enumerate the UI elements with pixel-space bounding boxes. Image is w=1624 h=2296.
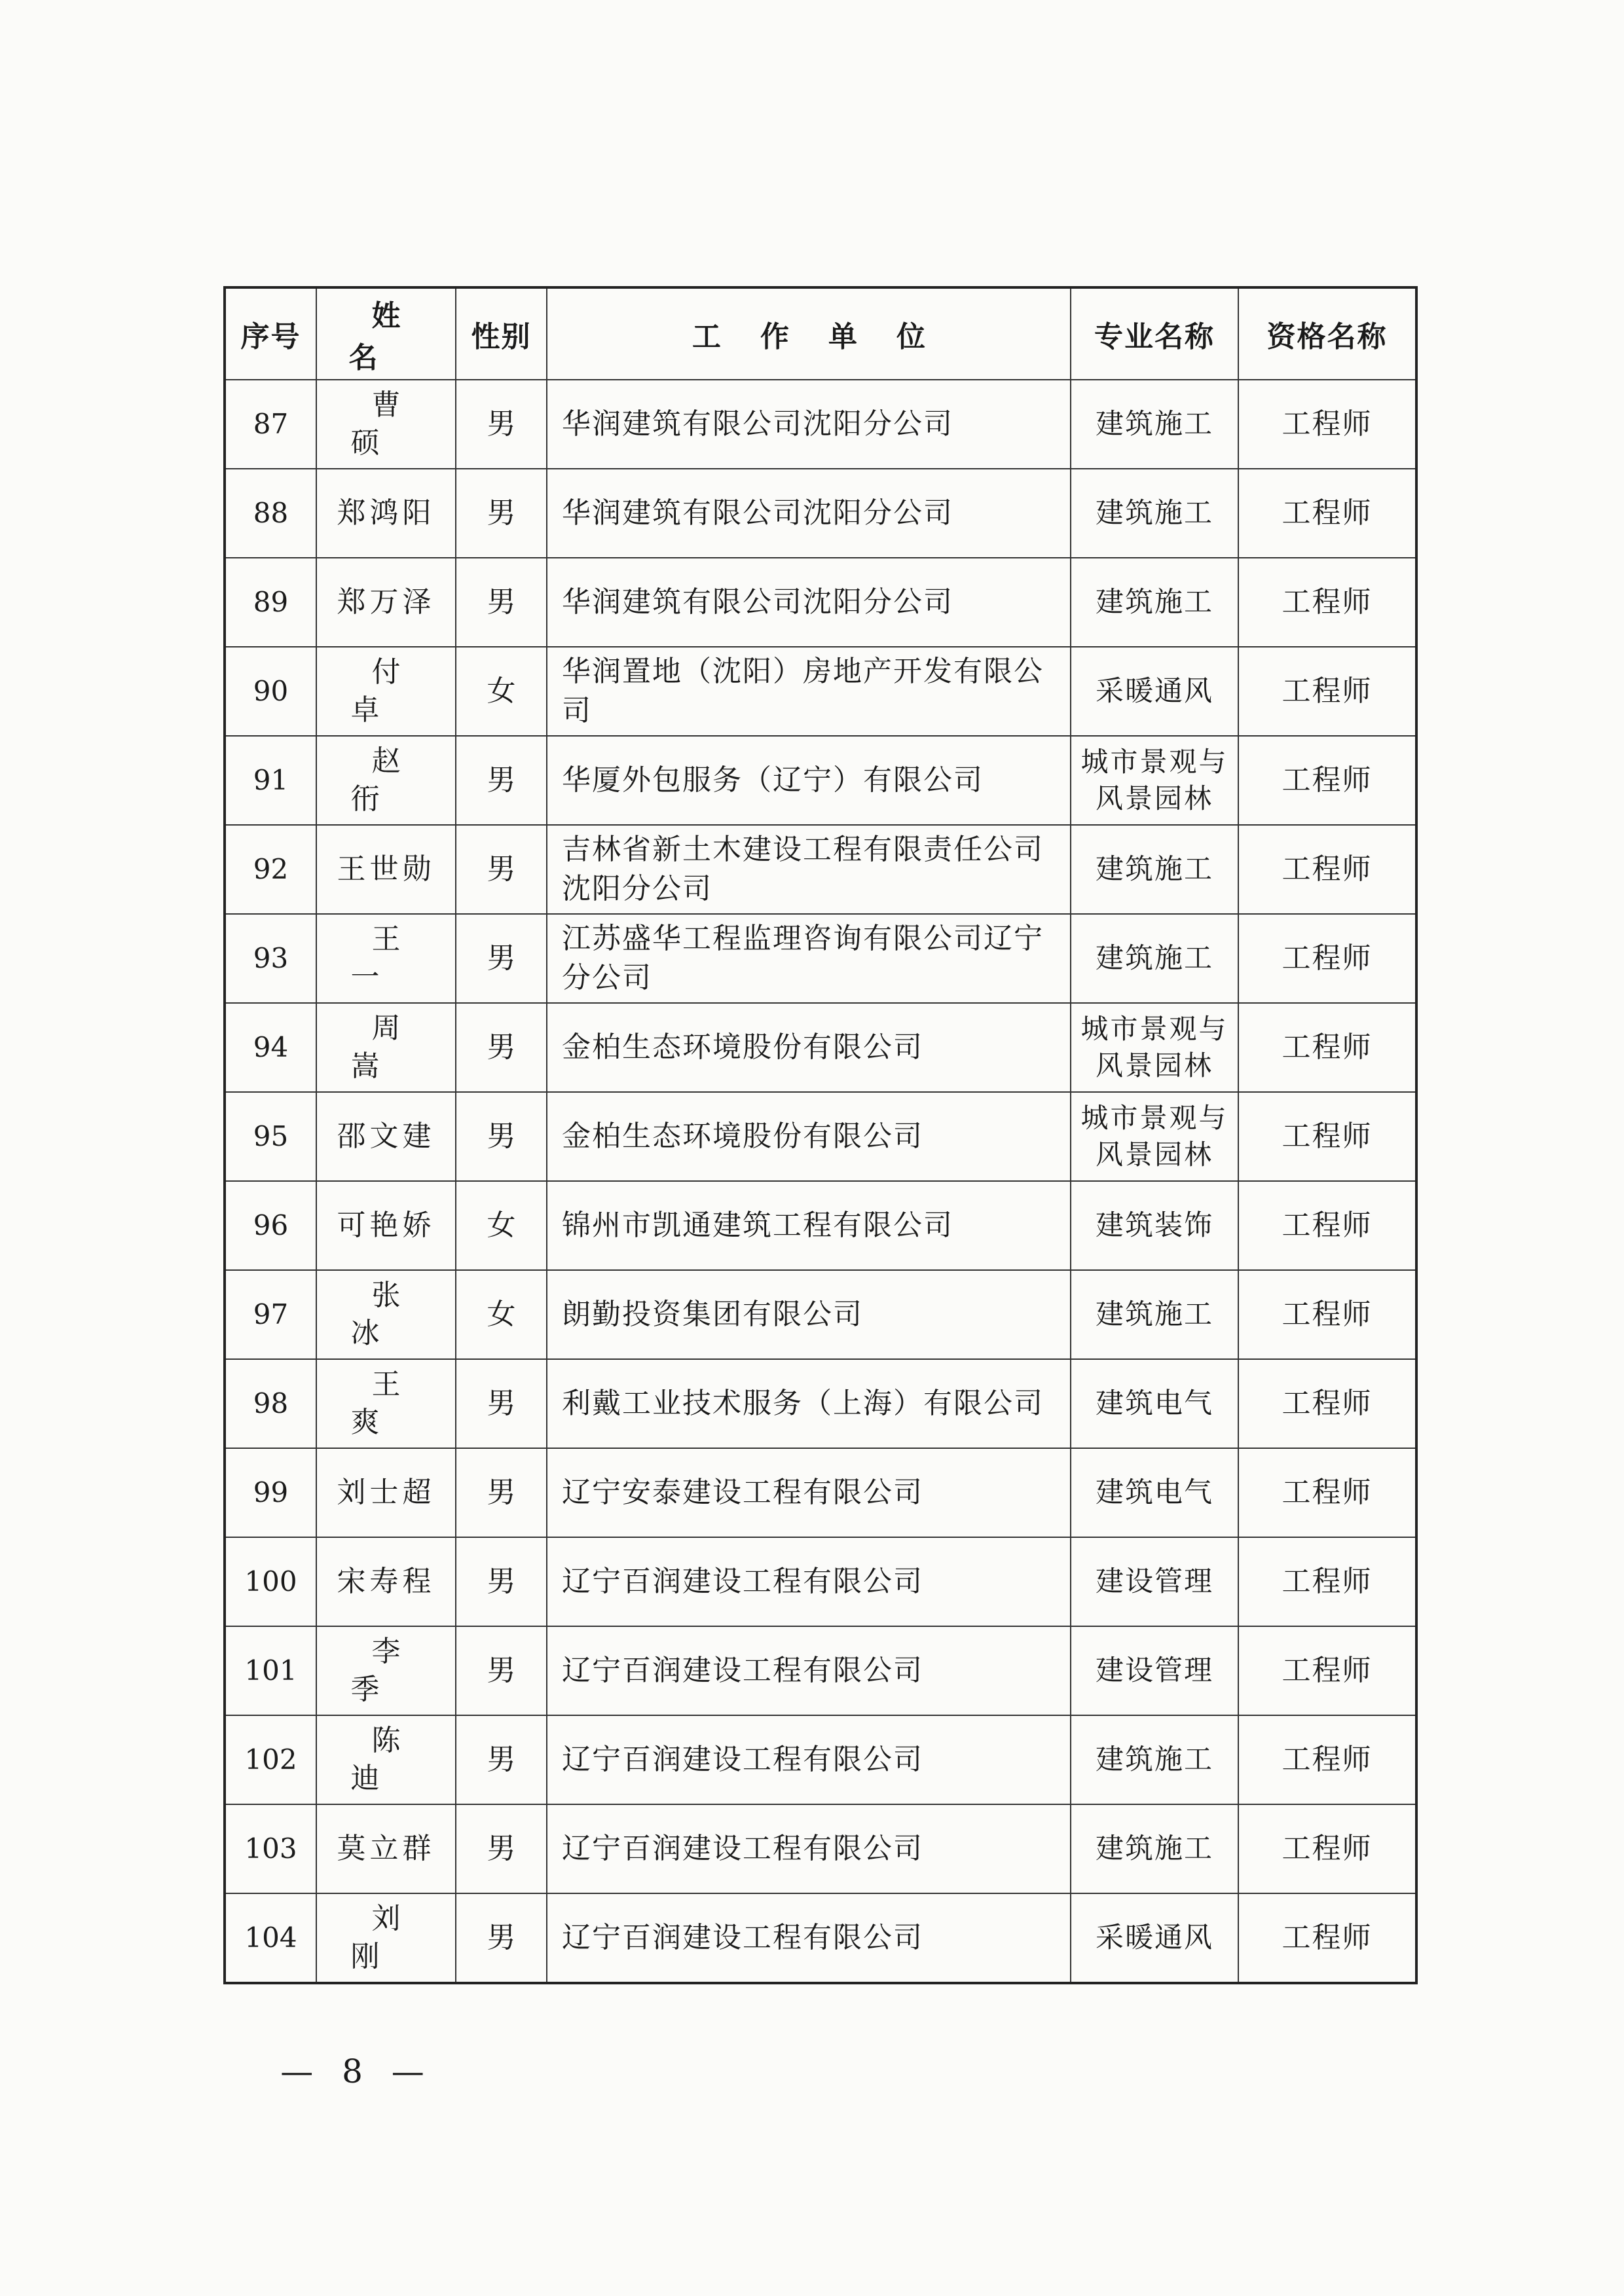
table-row <box>225 558 1416 647</box>
cell-seq: 100 <box>225 1537 316 1626</box>
cell-seq: 103 <box>225 1804 316 1893</box>
cell-seq: 102 <box>225 1715 316 1804</box>
cell-gender: 男 <box>456 1537 547 1626</box>
table-row <box>225 1181 1416 1270</box>
cell-qual: 工程师 <box>1238 825 1416 914</box>
cell-major: 建筑施工 <box>1071 1804 1238 1893</box>
cell-name: 郑鸿阳 <box>316 469 456 558</box>
table-row <box>225 380 1416 469</box>
cell-name: 郑万泽 <box>316 558 456 647</box>
cell-seq: 98 <box>225 1359 316 1448</box>
cell-seq: 94 <box>225 1003 316 1092</box>
table-row <box>225 1893 1416 1983</box>
cell-major: 城市景观与风景园林 <box>1071 1003 1238 1092</box>
cell-gender: 男 <box>456 1092 547 1181</box>
cell-org: 吉林省新土木建设工程有限责任公司沈阳分公司 <box>547 825 1071 914</box>
cell-seq: 92 <box>225 825 316 914</box>
table-row <box>225 647 1416 736</box>
cell-major: 建筑电气 <box>1071 1448 1238 1537</box>
cell-name: 刘刚 <box>316 1893 456 1983</box>
cell-qual: 工程师 <box>1238 558 1416 647</box>
cell-seq: 91 <box>225 736 316 825</box>
cell-name: 赵衎 <box>316 736 456 825</box>
table-body <box>225 380 1416 1983</box>
cell-qual: 工程师 <box>1238 1804 1416 1893</box>
cell-org: 利戴工业技术服务（上海）有限公司 <box>547 1359 1071 1448</box>
cell-major: 采暖通风 <box>1071 647 1238 736</box>
cell-major: 建设管理 <box>1071 1626 1238 1715</box>
table-row <box>225 736 1416 825</box>
cell-gender: 男 <box>456 825 547 914</box>
cell-qual: 工程师 <box>1238 1003 1416 1092</box>
cell-seq: 101 <box>225 1626 316 1715</box>
table-row <box>225 1804 1416 1893</box>
cell-name: 付卓 <box>316 647 456 736</box>
cell-gender: 男 <box>456 380 547 469</box>
cell-seq: 88 <box>225 469 316 558</box>
cell-qual: 工程师 <box>1238 1626 1416 1715</box>
cell-org: 华润建筑有限公司沈阳分公司 <box>547 380 1071 469</box>
cell-gender: 女 <box>456 647 547 736</box>
cell-qual: 工程师 <box>1238 1181 1416 1270</box>
cell-org: 辽宁百润建设工程有限公司 <box>547 1626 1071 1715</box>
cell-gender: 男 <box>456 558 547 647</box>
cell-gender: 男 <box>456 1893 547 1983</box>
cell-org: 辽宁百润建设工程有限公司 <box>547 1804 1071 1893</box>
header-row <box>225 287 1416 380</box>
qualification-table <box>223 286 1418 1984</box>
cell-name: 王一 <box>316 914 456 1003</box>
header-seq: 序号 <box>225 287 316 380</box>
header-gender: 性别 <box>456 287 547 380</box>
cell-name: 周嵩 <box>316 1003 456 1092</box>
cell-org: 华厦外包服务（辽宁）有限公司 <box>547 736 1071 825</box>
cell-org: 金柏生态环境股份有限公司 <box>547 1092 1071 1181</box>
cell-org: 江苏盛华工程监理咨询有限公司辽宁分公司 <box>547 914 1071 1003</box>
cell-major: 建筑装饰 <box>1071 1181 1238 1270</box>
cell-name: 可艳娇 <box>316 1181 456 1270</box>
cell-name: 陈迪 <box>316 1715 456 1804</box>
cell-qual: 工程师 <box>1238 1359 1416 1448</box>
cell-qual: 工程师 <box>1238 914 1416 1003</box>
cell-gender: 男 <box>456 1715 547 1804</box>
cell-major: 采暖通风 <box>1071 1893 1238 1983</box>
cell-seq: 89 <box>225 558 316 647</box>
cell-gender: 男 <box>456 1448 547 1537</box>
table-row <box>225 914 1416 1003</box>
cell-name: 王爽 <box>316 1359 456 1448</box>
table-row <box>225 1715 1416 1804</box>
cell-qual: 工程师 <box>1238 469 1416 558</box>
cell-qual: 工程师 <box>1238 736 1416 825</box>
cell-org: 辽宁百润建设工程有限公司 <box>547 1537 1071 1626</box>
cell-seq: 104 <box>225 1893 316 1983</box>
header-name: 姓名 <box>316 287 456 380</box>
cell-gender: 男 <box>456 1359 547 1448</box>
cell-gender: 男 <box>456 1626 547 1715</box>
table-row <box>225 1537 1416 1626</box>
cell-org: 锦州市凯通建筑工程有限公司 <box>547 1181 1071 1270</box>
cell-name: 曹硕 <box>316 380 456 469</box>
cell-qual: 工程师 <box>1238 1537 1416 1626</box>
table-row <box>225 1003 1416 1092</box>
header-major: 专业名称 <box>1071 287 1238 380</box>
cell-seq: 95 <box>225 1092 316 1181</box>
table-header <box>225 287 1416 380</box>
cell-major: 建筑电气 <box>1071 1359 1238 1448</box>
cell-gender: 男 <box>456 736 547 825</box>
table-row <box>225 1270 1416 1359</box>
cell-org: 华润置地（沈阳）房地产开发有限公司 <box>547 647 1071 736</box>
cell-qual: 工程师 <box>1238 380 1416 469</box>
cell-name: 邵文建 <box>316 1092 456 1181</box>
cell-seq: 99 <box>225 1448 316 1537</box>
cell-seq: 96 <box>225 1181 316 1270</box>
cell-seq: 93 <box>225 914 316 1003</box>
cell-qual: 工程师 <box>1238 1893 1416 1983</box>
cell-gender: 女 <box>456 1181 547 1270</box>
cell-org: 辽宁百润建设工程有限公司 <box>547 1893 1071 1983</box>
header-work-unit: 工作单位 <box>547 287 1071 380</box>
table-row <box>225 1626 1416 1715</box>
cell-org: 金柏生态环境股份有限公司 <box>547 1003 1071 1092</box>
cell-gender: 男 <box>456 469 547 558</box>
cell-major: 建筑施工 <box>1071 1270 1238 1359</box>
header-qualification: 资格名称 <box>1238 287 1416 380</box>
cell-gender: 男 <box>456 1003 547 1092</box>
cell-org: 辽宁安泰建设工程有限公司 <box>547 1448 1071 1537</box>
cell-name: 莫立群 <box>316 1804 456 1893</box>
cell-name: 刘士超 <box>316 1448 456 1537</box>
cell-major: 建筑施工 <box>1071 825 1238 914</box>
table-row <box>225 469 1416 558</box>
cell-qual: 工程师 <box>1238 1092 1416 1181</box>
cell-org: 华润建筑有限公司沈阳分公司 <box>547 558 1071 647</box>
cell-major: 建筑施工 <box>1071 558 1238 647</box>
cell-seq: 97 <box>225 1270 316 1359</box>
cell-qual: 工程师 <box>1238 1715 1416 1804</box>
table-row <box>225 1092 1416 1181</box>
cell-major: 城市景观与风景园林 <box>1071 1092 1238 1181</box>
cell-name: 宋寿程 <box>316 1537 456 1626</box>
cell-major: 建筑施工 <box>1071 914 1238 1003</box>
cell-gender: 男 <box>456 914 547 1003</box>
cell-qual: 工程师 <box>1238 647 1416 736</box>
cell-major: 建设管理 <box>1071 1537 1238 1626</box>
cell-qual: 工程师 <box>1238 1448 1416 1537</box>
cell-org: 华润建筑有限公司沈阳分公司 <box>547 469 1071 558</box>
cell-major: 建筑施工 <box>1071 469 1238 558</box>
table-row <box>225 825 1416 914</box>
table-row <box>225 1359 1416 1448</box>
cell-major: 建筑施工 <box>1071 380 1238 469</box>
cell-org: 辽宁百润建设工程有限公司 <box>547 1715 1071 1804</box>
cell-seq: 90 <box>225 647 316 736</box>
page-number: — 8 — <box>280 2052 434 2090</box>
cell-name: 王世勋 <box>316 825 456 914</box>
cell-name: 李季 <box>316 1626 456 1715</box>
cell-major: 城市景观与风景园林 <box>1071 736 1238 825</box>
cell-qual: 工程师 <box>1238 1270 1416 1359</box>
cell-gender: 男 <box>456 1804 547 1893</box>
cell-seq: 87 <box>225 380 316 469</box>
cell-gender: 女 <box>456 1270 547 1359</box>
cell-org: 朗勤投资集团有限公司 <box>547 1270 1071 1359</box>
table-row <box>225 1448 1416 1537</box>
cell-major: 建筑施工 <box>1071 1715 1238 1804</box>
cell-name: 张冰 <box>316 1270 456 1359</box>
